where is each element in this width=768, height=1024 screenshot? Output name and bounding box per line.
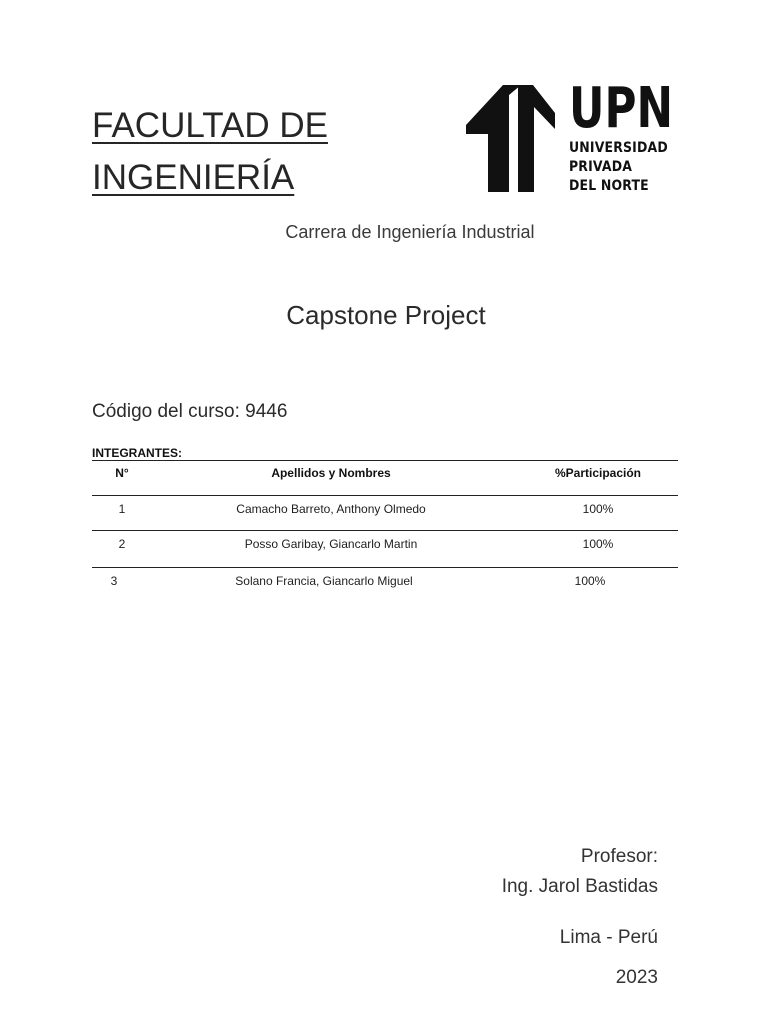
location: Lima - Perú xyxy=(559,927,658,948)
course-code: Código del curso: 9446 xyxy=(92,401,288,422)
faculty-title-line-1: FACULTAD DE xyxy=(92,106,328,145)
row-name: Posso Garibay, Giancarlo Martin xyxy=(244,537,418,551)
faculty-title-line-2: INGENIERÍA xyxy=(92,158,295,197)
career-name: Carrera de Ingeniería Industrial xyxy=(285,222,535,242)
row-name: Solano Francia, Giancarlo Miguel xyxy=(235,574,413,588)
header-number: N° xyxy=(115,466,129,480)
row-number: 2 xyxy=(118,537,126,551)
row-name: Camacho Barreto, Anthony Olmedo xyxy=(236,502,426,516)
table-top-rule xyxy=(92,460,678,461)
row-number: 1 xyxy=(118,502,126,516)
project-title: Capstone Project xyxy=(286,300,486,330)
header-name: Apellidos y Nombres xyxy=(271,466,391,480)
table-row-rule xyxy=(92,530,678,531)
logo-line-3: DEL NORTE xyxy=(569,178,649,194)
members-label: INTEGRANTES: xyxy=(92,446,182,460)
professor-label: Profesor: xyxy=(580,846,658,867)
row-participation: 100% xyxy=(574,574,606,588)
logo-line-1: UNIVERSIDAD xyxy=(569,140,668,156)
row-participation: 100% xyxy=(582,537,614,551)
row-participation: 100% xyxy=(582,502,614,516)
header-participation: %Participación xyxy=(554,466,642,480)
professor-name: Ing. Jarol Bastidas xyxy=(501,876,658,897)
faculty-title xyxy=(92,100,432,204)
row-number: 3 xyxy=(110,574,118,588)
logo-line-2: PRIVADA xyxy=(569,159,633,175)
logo-acronym: UPN xyxy=(569,76,674,141)
table-row-rule xyxy=(92,567,678,568)
year: 2023 xyxy=(615,967,658,988)
table-header-rule xyxy=(92,495,678,496)
